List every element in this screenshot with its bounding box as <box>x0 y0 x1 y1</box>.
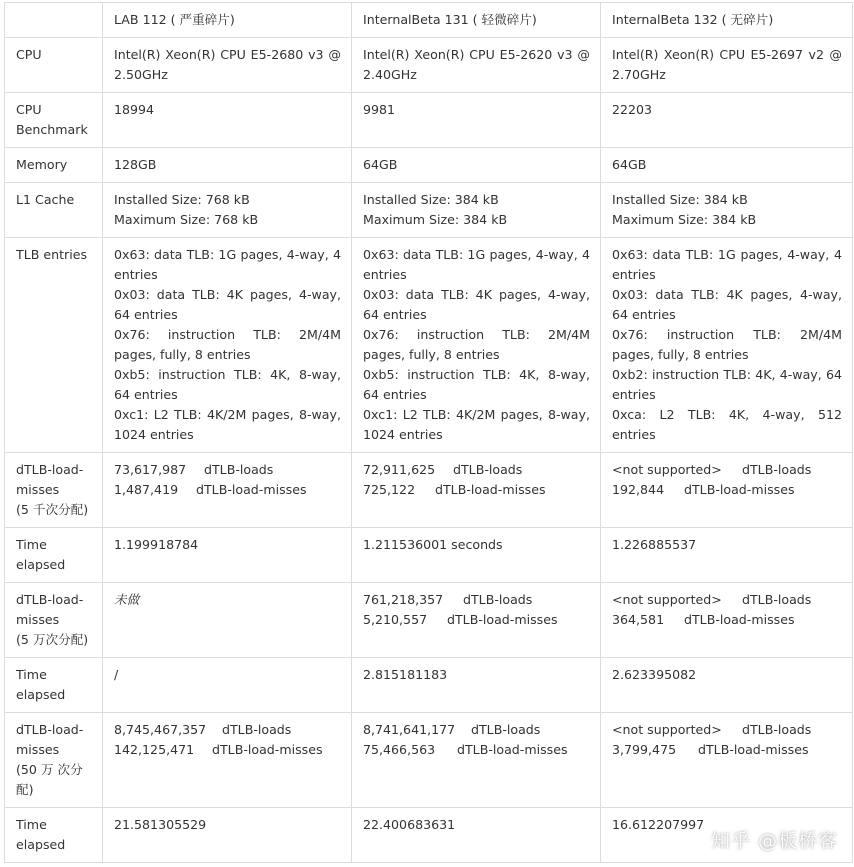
row-label: Time elapsed <box>5 528 103 583</box>
cell-tlb-beta132 <box>601 238 853 453</box>
header-lab112: LAB 112 ( 严重碎片) <box>103 3 352 38</box>
counter-value: 725,122 <box>363 482 416 497</box>
tlb-line: 0x03: data TLB: 4K pages, 4-way, 64 entries <box>612 287 842 322</box>
row-label <box>5 453 103 528</box>
cell-l1-beta132 <box>601 183 853 238</box>
counter-event: dTLB-loads <box>471 722 541 737</box>
cache-line: Maximum Size: 768 kB <box>114 212 259 227</box>
tlb-line: 0x03: data TLB: 4K pages, 4-way, 64 entries <box>114 287 341 322</box>
cell-time-50k-lab112: / <box>103 658 352 713</box>
row-label: Memory <box>5 148 103 183</box>
row-time-5k <box>5 528 853 583</box>
counter-line <box>363 460 590 480</box>
cell-dtlb-5k-beta131 <box>352 453 601 528</box>
row-label: CPU <box>5 38 103 93</box>
counter-line <box>612 720 842 740</box>
counter-line <box>612 480 842 500</box>
counter-event: dTLB-load-misses <box>684 482 795 497</box>
cache-line: Installed Size: 768 kB <box>114 192 250 207</box>
counter-value: 1,487,419 <box>114 482 179 497</box>
row-cpu <box>5 38 853 93</box>
counter-event: dTLB-load-misses <box>435 482 546 497</box>
header-empty-cell <box>5 3 103 38</box>
counter-line <box>114 460 341 480</box>
cell-tlb-beta131 <box>352 238 601 453</box>
counter-value: 75,466,563 <box>363 742 436 757</box>
zhihu-watermark: 知乎 @板桥客 <box>710 830 838 852</box>
tlb-line: 0x03: data TLB: 4K pages, 4-way, 64 entries <box>363 287 590 322</box>
counter-event: dTLB-loads <box>742 592 812 607</box>
row-label <box>5 583 103 658</box>
cache-line: Maximum Size: 384 kB <box>612 212 757 227</box>
counter-event: dTLB-load-misses <box>196 482 307 497</box>
label-line: dTLB-load- <box>16 722 84 737</box>
cell-benchmark-lab112: 18994 <box>103 93 352 148</box>
counter-value: 5,210,557 <box>363 612 428 627</box>
counter-value: 72,911,625 <box>363 462 436 477</box>
cell-time-5k-beta132: 1.226885537 <box>601 528 853 583</box>
cell-time-500k-beta132: 16.612207997 <box>601 808 853 863</box>
counter-event: dTLB-loads <box>463 592 533 607</box>
counter-value: 3,799,475 <box>612 742 677 757</box>
counter-line <box>612 610 842 630</box>
cell-time-5k-beta131: 1.211536001 seconds <box>352 528 601 583</box>
cell-tlb-lab112 <box>103 238 352 453</box>
row-label: CPU Benchmark <box>5 93 103 148</box>
cache-line: Maximum Size: 384 kB <box>363 212 508 227</box>
cell-dtlb-5k-beta132 <box>601 453 853 528</box>
row-l1-cache <box>5 183 853 238</box>
label-line: 配) <box>16 782 34 797</box>
tlb-line: 0xc1: L2 TLB: 4K/2M pages, 8-way, 1024 entries <box>114 407 341 442</box>
tlb-line: 0x63: data TLB: 1G pages, 4-way, 4 entries <box>363 247 590 282</box>
cell-time-50k-beta131: 2.815181183 <box>352 658 601 713</box>
counter-line <box>612 460 842 480</box>
counter-event: dTLB-loads <box>222 722 292 737</box>
row-label: Time elapsed <box>5 658 103 713</box>
counter-line <box>363 720 590 740</box>
counter-event: dTLB-load-misses <box>698 742 809 757</box>
row-benchmark <box>5 93 853 148</box>
counter-value: 761,218,357 <box>363 592 444 607</box>
counter-value: <not supported> <box>612 722 722 737</box>
counter-value: <not supported> <box>612 462 722 477</box>
label-line: dTLB-load- <box>16 592 84 607</box>
comparison-table <box>4 2 853 863</box>
cell-cpu-beta131: Intel(R) Xeon(R) CPU E5-2620 v3 @ 2.40GHz <box>352 38 601 93</box>
counter-event: dTLB-load-misses <box>212 742 323 757</box>
row-dtlb-5k <box>5 453 853 528</box>
header-internalbeta132: InternalBeta 132 ( 无碎片) <box>601 3 853 38</box>
cell-cpu-lab112: Intel(R) Xeon(R) CPU E5-2680 v3 @ 2.50GHz <box>103 38 352 93</box>
counter-value: 364,581 <box>612 612 665 627</box>
tlb-line: 0xb5: instruction TLB: 4K, 8-way, 64 entries <box>363 367 590 402</box>
cell-time-500k-lab112: 21.581305529 <box>103 808 352 863</box>
cell-time-500k-beta131: 22.400683631 <box>352 808 601 863</box>
counter-event: dTLB-loads <box>742 722 812 737</box>
row-label: Time elapsed <box>5 808 103 863</box>
tlb-line: 0x76: instruction TLB: 2M/4M pages, fully, 8 entries <box>363 327 590 362</box>
label-line: (5 千次分配) <box>16 502 89 517</box>
cell-dtlb-5k-lab112 <box>103 453 352 528</box>
row-time-50k <box>5 658 853 713</box>
counter-line <box>363 590 590 610</box>
tlb-line: 0x63: data TLB: 1G pages, 4-way, 4 entries <box>114 247 341 282</box>
header-internalbeta131: InternalBeta 131 ( 轻微碎片) <box>352 3 601 38</box>
row-dtlb-500k <box>5 713 853 808</box>
counter-value: 8,741,641,177 <box>363 722 456 737</box>
tlb-line: 0xb2: instruction TLB: 4K, 4-way, 64 entries <box>612 367 842 402</box>
counter-event: dTLB-loads <box>453 462 523 477</box>
label-line: (50 万 次分 <box>16 762 83 777</box>
counter-value: 73,617,987 <box>114 462 187 477</box>
header-row <box>5 3 853 38</box>
counter-event: dTLB-load-misses <box>684 612 795 627</box>
counter-event: dTLB-loads <box>204 462 274 477</box>
cell-cpu-beta132: Intel(R) Xeon(R) CPU E5-2697 v2 @ 2.70GHz <box>601 38 853 93</box>
row-label: L1 Cache <box>5 183 103 238</box>
label-line: (5 万次分配) <box>16 632 89 647</box>
cell-benchmark-beta131: 9981 <box>352 93 601 148</box>
counter-event: dTLB-loads <box>742 462 812 477</box>
counter-value: <not supported> <box>612 592 722 607</box>
cell-memory-lab112: 128GB <box>103 148 352 183</box>
tlb-line: 0xc1: L2 TLB: 4K/2M pages, 8-way, 1024 entries <box>363 407 590 442</box>
cache-line: Installed Size: 384 kB <box>363 192 499 207</box>
cell-dtlb-50k-lab112 <box>103 583 352 658</box>
counter-line <box>114 740 341 760</box>
counter-line <box>114 720 341 740</box>
cell-dtlb-500k-beta131 <box>352 713 601 808</box>
counter-line <box>612 590 842 610</box>
cell-dtlb-50k-beta132 <box>601 583 853 658</box>
cell-benchmark-beta132: 22203 <box>601 93 853 148</box>
row-dtlb-50k <box>5 583 853 658</box>
counter-line <box>363 740 590 760</box>
row-tlb-entries <box>5 238 853 453</box>
cell-memory-beta132: 64GB <box>601 148 853 183</box>
cell-memory-beta131: 64GB <box>352 148 601 183</box>
cell-l1-lab112 <box>103 183 352 238</box>
cell-time-5k-lab112: 1.199918784 <box>103 528 352 583</box>
label-line: dTLB-load- <box>16 462 84 477</box>
row-label <box>5 713 103 808</box>
label-line: misses <box>16 742 60 757</box>
counter-value: 192,844 <box>612 482 665 497</box>
counter-line <box>363 480 590 500</box>
counter-line <box>612 740 842 760</box>
row-memory <box>5 148 853 183</box>
tlb-line: 0xb5: instruction TLB: 4K, 8-way, 64 entries <box>114 367 341 402</box>
cell-l1-beta131 <box>352 183 601 238</box>
tlb-line: 0x76: instruction TLB: 2M/4M pages, fully, 8 entries <box>114 327 341 362</box>
label-line: misses <box>16 612 60 627</box>
counter-event: dTLB-load-misses <box>457 742 568 757</box>
tlb-line: 0xca: L2 TLB: 4K, 4-way, 512 entries <box>612 407 842 442</box>
counter-value: 8,745,467,357 <box>114 722 207 737</box>
label-line: misses <box>16 482 60 497</box>
counter-value: 142,125,471 <box>114 742 195 757</box>
tlb-line: 0x63: data TLB: 1G pages, 4-way, 4 entries <box>612 247 842 282</box>
counter-line <box>363 610 590 630</box>
not-done-note: 未做 <box>114 592 140 607</box>
cell-time-50k-beta132: 2.623395082 <box>601 658 853 713</box>
row-time-500k <box>5 808 853 863</box>
cache-line: Installed Size: 384 kB <box>612 192 748 207</box>
tlb-line: 0x76: instruction TLB: 2M/4M pages, fully, 8 entries <box>612 327 842 362</box>
counter-event: dTLB-load-misses <box>447 612 558 627</box>
row-label: TLB entries <box>5 238 103 453</box>
cell-dtlb-50k-beta131 <box>352 583 601 658</box>
counter-line <box>114 480 341 500</box>
cell-dtlb-500k-beta132 <box>601 713 853 808</box>
cell-dtlb-500k-lab112 <box>103 713 352 808</box>
